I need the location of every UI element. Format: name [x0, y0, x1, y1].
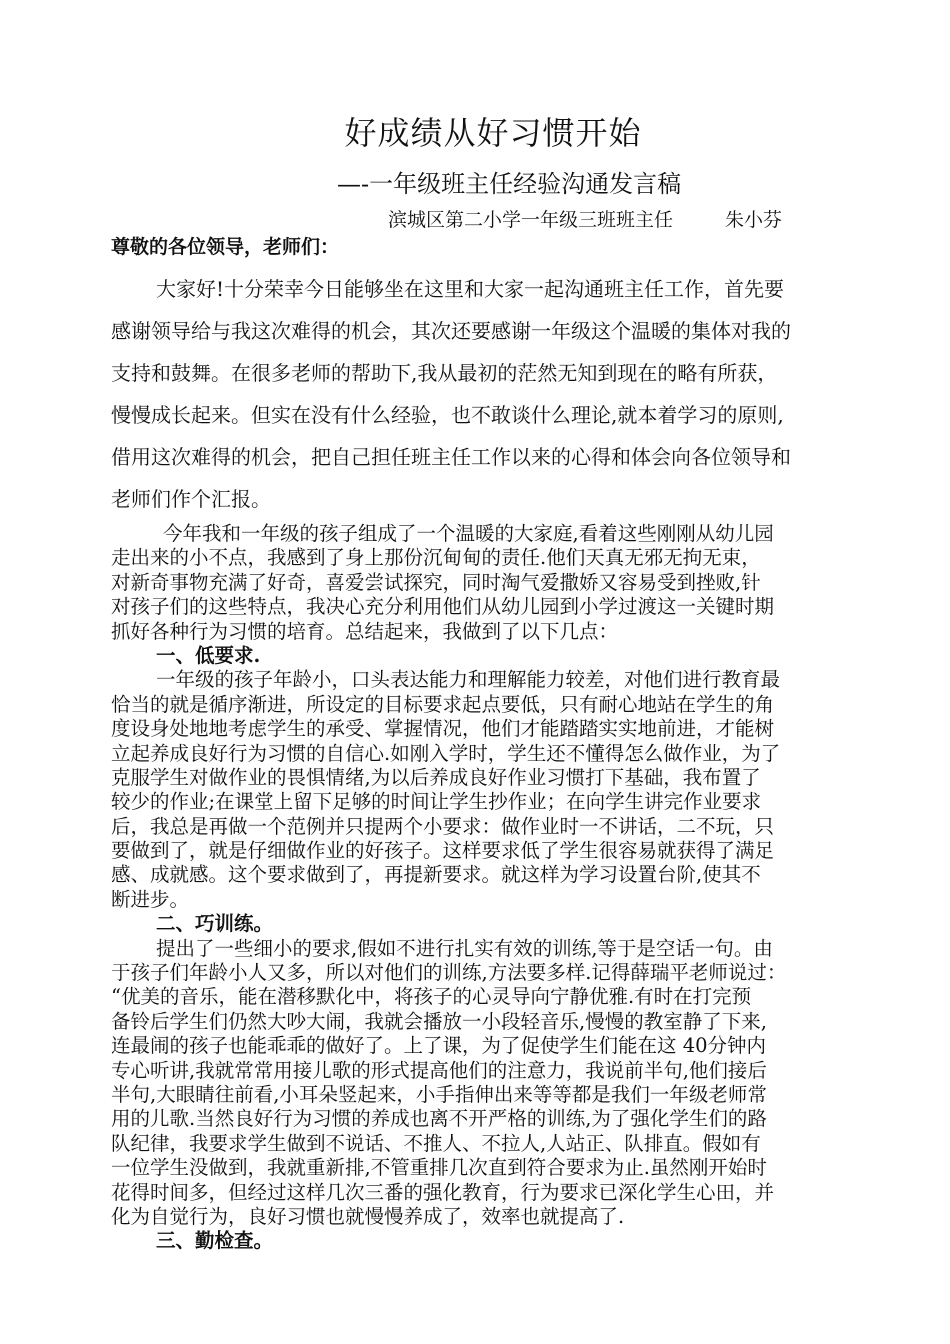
- intro-line: 慢慢成长起来。但实在没有什么经验，也不敢谈什么理论,就本着学习的原则,: [111, 403, 784, 427]
- intro-line: 老师们作个汇报。: [111, 487, 271, 511]
- body-line: 走出来的小不点，我感到了身上那份沉甸甸的责任.他们天真无邪无拘无束，: [111, 546, 761, 570]
- body-line: 后，我总是再做一个范例并只提两个小要求：做作业时一不讲话，二不玩，只: [111, 814, 775, 838]
- author-name: 朱小芬: [725, 209, 783, 231]
- document-subtitle: —-一年级班主任经验沟通发言稿: [337, 170, 682, 198]
- body-line: 一位学生没做到，我就重新排,不管重排几次直到符合要求为止.虽然刚开始时: [111, 1156, 767, 1180]
- body-line: 抓好各种行为习惯的培育。总结起来，我做到了以下几点：: [111, 619, 619, 643]
- intro-paragraph: [111, 268, 881, 520]
- intro-line: 支持和鼓舞。在很多老师的帮助下,我从最初的茫然无知到现在的略有所获，: [111, 361, 778, 385]
- body-line: 提出了一些细小的要求,假如不进行扎实有效的训练,等于是空话一句。由: [156, 936, 773, 960]
- intro-line: 感谢领导给与我这次难得的机会，其次还要感谢一年级这个温暖的集体对我的: [111, 319, 791, 343]
- body-line: 立起养成良好行为习惯的自信心.如刚入学时，学生还不懂得怎么做作业，为了: [111, 741, 781, 765]
- body-line: 备铃后学生们仍然大吵大闹，我就会播放一小段轻音乐,慢慢的教室静了下来,: [111, 1009, 767, 1033]
- body-line: 较少的作业;在课堂上留下足够的时间让学生抄作业；在向学生讲完作业要求: [111, 790, 762, 814]
- body-line: 用的儿歌.当然良好行为习惯的养成也离不开严格的训练,为了强化学生们的路: [111, 1107, 767, 1131]
- author-organization: 滨城区第二小学一年级三班班主任: [388, 209, 674, 231]
- document-title: 好成绩从好习惯开始: [344, 114, 642, 152]
- body-line: 连最闹的孩子也能乖乖的做好了。上了课，为了促使学生们能在这 40分钟内: [111, 1034, 767, 1058]
- body-line: 断进步。: [111, 887, 190, 911]
- body-line: 克服学生对做作业的畏惧情绪,为以后养成良好作业习惯打下基础，我布置了: [111, 765, 761, 789]
- body-line: 化为自觉行为，良好习惯也就慢慢养成了，效率也就提高了.: [111, 1204, 625, 1228]
- body-line: 于孩子们年龄小人又多，所以对他们的训练,方法要多样.记得薛瑞平老师说过：: [111, 961, 787, 985]
- body-line: 恰当的就是循序渐进，所设定的目标要求起点要低，只有耐心地站在学生的角: [111, 692, 775, 716]
- section-heading-2: 二、巧训练。: [156, 912, 274, 936]
- intro-line: 大家好!十分荣幸今日能够坐在这里和大家一起沟通班主任工作，首先要: [156, 277, 785, 301]
- body-line: 花得时间多，但经过这样几次三番的强化教育，行为要求已深化学生心田，并: [111, 1180, 775, 1204]
- body-line: 今年我和一年级的孩子组成了一个温暖的大家庭,看着这些刚刚从幼儿园: [163, 522, 774, 545]
- body-text: [111, 522, 881, 1254]
- section-heading-3: 三、勤检查。: [156, 1229, 274, 1253]
- body-line: 对新奇事物充满了好奇，喜爱尝试探究，同时淘气爱撒娇又容易受到挫败,针: [111, 570, 761, 594]
- body-line: “优美的音乐，能在潜移默化中，将孩子的心灵导向宁静优雅.有时在打完预: [111, 985, 752, 1009]
- body-line: 对孩子们的这些特点，我决心充分利用他们从幼儿园到小学过渡这一关键时期: [111, 595, 775, 619]
- body-line: 专心听讲,我就常常用接儿歌的形式提高他们的注意力，我说前半句,他们接后: [111, 1058, 767, 1082]
- body-line: 半句,大眼睛往前看,小耳朵竖起来，小手指伸出来等等都是我们一年级老师常: [111, 1082, 767, 1106]
- intro-line: 借用这次难得的机会，把自己担任班主任工作以来的心得和体会向各位领导和: [111, 445, 791, 469]
- body-line: 要做到了，就是仔细做作业的好孩子。这样要求低了学生很容易就获得了满足: [111, 839, 775, 863]
- body-line: 感、成就感。这个要求做到了，再提新要求。就这样为学习设置台阶,使其不: [111, 863, 761, 887]
- body-line: 队纪律，我要求学生做到不说话、不推人、不拉人,人站正、队排直。假如有: [111, 1131, 761, 1155]
- author-line: [388, 206, 782, 234]
- body-line: 度设身处地地考虑学生的承受、掌握情况，他们才能踏踏实实地前进，才能树: [111, 717, 775, 741]
- greeting: 尊敬的各位领导，老师们：: [111, 236, 340, 258]
- body-line: 一年级的孩子年龄小，口头表达能力和理解能力较差，对他们进行教育最: [156, 668, 781, 692]
- section-heading-1: 一、低要求.: [156, 643, 261, 667]
